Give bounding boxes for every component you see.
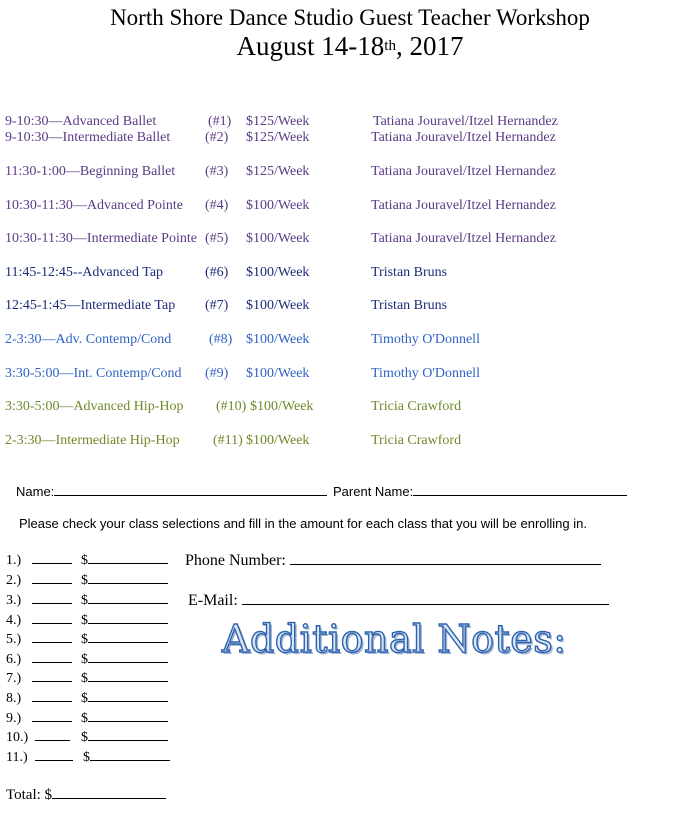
- email-blank[interactable]: [242, 590, 609, 605]
- class-row: [0, 366, 700, 383]
- class-instructor: Tatiana Jouravel/Itzel Hernandez: [371, 130, 556, 145]
- class-blank[interactable]: [32, 611, 72, 624]
- amount-blank[interactable]: [88, 728, 168, 741]
- instructions-text: Please check your class selections and fill in the amount for each class that you will be enrolling in.: [19, 516, 587, 531]
- class-blank[interactable]: [32, 551, 72, 564]
- class-name: 3:30-5:00—Advanced Hip-Hop: [5, 399, 184, 414]
- amount-blank[interactable]: [88, 571, 168, 584]
- amount-blank[interactable]: [88, 689, 168, 702]
- class-instructor: Timothy O'Donnell: [371, 332, 480, 347]
- enroll-line[interactable]: [6, 709, 168, 727]
- dates-superscript: th: [384, 38, 396, 54]
- dollar-sign: $: [81, 573, 88, 588]
- amount-blank[interactable]: [88, 630, 168, 643]
- class-name: 9-10:30—Intermediate Ballet: [5, 130, 171, 145]
- class-number: (#7): [205, 298, 229, 313]
- class-row: [0, 198, 700, 215]
- dates-main: August 14-18: [236, 31, 385, 61]
- class-number: (#9): [205, 366, 229, 381]
- class-name: 10:30-11:30—Intermediate Pointe: [5, 231, 197, 246]
- class-name: 9-10:30—Advanced Ballet: [5, 114, 157, 129]
- class-price: $100/Week: [246, 198, 310, 213]
- class-number: (#11): [213, 433, 243, 448]
- class-number: (#3): [205, 164, 229, 179]
- class-row: [0, 164, 700, 181]
- class-number: (#6): [205, 265, 229, 280]
- class-number: (#8): [209, 332, 233, 347]
- class-name: 2-3:30—Adv. Contemp/Cond: [5, 332, 172, 347]
- class-price: $100/Week: [246, 298, 310, 313]
- class-number: (#10): [216, 399, 247, 414]
- class-price: $100/Week: [246, 332, 310, 347]
- class-row: [0, 231, 700, 248]
- class-instructor: Tatiana Jouravel/Itzel Hernandez: [373, 114, 558, 129]
- dollar-sign: $: [81, 691, 88, 706]
- enroll-number: 1.): [6, 553, 22, 568]
- parent-name-label: Parent Name:: [333, 484, 414, 499]
- class-price: $125/Week: [246, 164, 310, 179]
- amount-blank[interactable]: [88, 709, 168, 722]
- enroll-line[interactable]: [6, 728, 168, 746]
- amount-blank[interactable]: [90, 748, 170, 761]
- enroll-number: 9.): [6, 711, 22, 726]
- enroll-line[interactable]: [6, 689, 168, 707]
- enroll-number: 5.): [6, 632, 22, 647]
- class-row: [0, 332, 700, 349]
- dollar-sign: $: [81, 671, 88, 686]
- amount-blank[interactable]: [88, 591, 168, 604]
- enroll-number: 6.): [6, 652, 22, 667]
- class-instructor: Tristan Bruns: [371, 265, 448, 280]
- class-instructor: Timothy O'Donnell: [371, 366, 480, 381]
- parent-name-blank[interactable]: [413, 483, 627, 496]
- enroll-number: 2.): [6, 573, 22, 588]
- dollar-sign: $: [81, 652, 88, 667]
- email-field[interactable]: [188, 590, 609, 610]
- class-instructor: Tatiana Jouravel/Itzel Hernandez: [371, 164, 556, 179]
- class-blank[interactable]: [32, 630, 72, 643]
- class-name: 12:45-1:45—Intermediate Tap: [5, 298, 176, 313]
- enroll-line[interactable]: [6, 669, 168, 687]
- class-price: $100/Week: [250, 399, 314, 414]
- class-instructor: Tricia Crawford: [371, 399, 462, 414]
- enroll-number: 4.): [6, 613, 22, 628]
- phone-label: Phone Number:: [185, 552, 286, 569]
- dollar-sign: $: [81, 711, 88, 726]
- class-instructor: Tatiana Jouravel/Itzel Hernandez: [371, 198, 556, 213]
- class-blank[interactable]: [32, 650, 72, 663]
- class-row: [0, 433, 700, 450]
- additional-notes-heading: Additional Notes:: [222, 617, 567, 661]
- enroll-line[interactable]: [6, 591, 168, 609]
- class-blank[interactable]: [35, 748, 73, 761]
- class-price: $125/Week: [246, 114, 310, 129]
- enroll-line[interactable]: [6, 748, 170, 766]
- class-blank[interactable]: [32, 669, 72, 682]
- enroll-number: 8.): [6, 691, 22, 706]
- class-name: 3:30-5:00—Int. Contemp/Cond: [5, 366, 182, 381]
- workshop-dates: [0, 31, 700, 62]
- class-number: (#1): [208, 114, 232, 129]
- class-price: $125/Week: [246, 130, 310, 145]
- name-field[interactable]: [16, 483, 327, 499]
- class-row: [0, 399, 700, 416]
- dollar-sign: $: [81, 730, 88, 745]
- class-number: (#5): [205, 231, 229, 246]
- amount-blank[interactable]: [88, 551, 168, 564]
- dollar-sign: $: [81, 593, 88, 608]
- class-name: 11:45-12:45--Advanced Tap: [5, 265, 164, 280]
- enroll-line[interactable]: [6, 630, 168, 648]
- class-blank[interactable]: [32, 709, 72, 722]
- class-name: 11:30-1:00—Beginning Ballet: [5, 164, 176, 179]
- total-blank[interactable]: [52, 786, 166, 799]
- class-price: $100/Week: [246, 366, 310, 381]
- class-number: (#4): [205, 198, 229, 213]
- dollar-sign: $: [81, 613, 88, 628]
- enroll-line[interactable]: [6, 551, 168, 569]
- class-row: [0, 130, 700, 147]
- class-blank[interactable]: [32, 689, 72, 702]
- class-instructor: Tricia Crawford: [371, 433, 462, 448]
- class-name: 2-3:30—Intermediate Hip-Hop: [5, 433, 180, 448]
- total-field[interactable]: [6, 786, 166, 804]
- class-instructor: Tatiana Jouravel/Itzel Hernandez: [371, 231, 556, 246]
- class-price: $100/Week: [246, 433, 310, 448]
- enroll-line[interactable]: [6, 611, 168, 629]
- phone-field[interactable]: [185, 550, 601, 570]
- dates-year: , 2017: [395, 31, 464, 61]
- class-row: [0, 298, 700, 315]
- enroll-number: 3.): [6, 593, 22, 608]
- enroll-line[interactable]: [6, 650, 168, 668]
- phone-blank[interactable]: [290, 550, 601, 565]
- class-instructor: Tristan Bruns: [371, 298, 448, 313]
- dollar-sign: $: [81, 632, 88, 647]
- class-price: $100/Week: [246, 265, 310, 280]
- enroll-number: 10.): [6, 730, 29, 745]
- dollar-sign: $: [83, 750, 90, 765]
- email-label: E-Mail:: [188, 592, 238, 609]
- class-row: [0, 265, 700, 282]
- amount-blank[interactable]: [88, 650, 168, 663]
- enroll-number: 11.): [6, 750, 28, 765]
- class-blank[interactable]: [35, 728, 70, 741]
- name-blank[interactable]: [54, 483, 327, 496]
- class-number: (#2): [205, 130, 229, 145]
- amount-blank[interactable]: [88, 669, 168, 682]
- enroll-line[interactable]: [6, 571, 168, 589]
- page-title: North Shore Dance Studio Guest Teacher Workshop: [110, 5, 590, 30]
- class-price: $100/Week: [246, 231, 310, 246]
- class-row: [0, 114, 700, 131]
- amount-blank[interactable]: [88, 611, 168, 624]
- class-blank[interactable]: [32, 591, 72, 604]
- enroll-number: 7.): [6, 671, 22, 686]
- class-blank[interactable]: [32, 571, 72, 584]
- total-label: Total: $: [6, 787, 53, 803]
- parent-name-field[interactable]: [333, 483, 627, 499]
- class-name: 10:30-11:30—Advanced Pointe: [5, 198, 183, 213]
- name-label: Name:: [16, 484, 55, 499]
- dollar-sign: $: [81, 553, 88, 568]
